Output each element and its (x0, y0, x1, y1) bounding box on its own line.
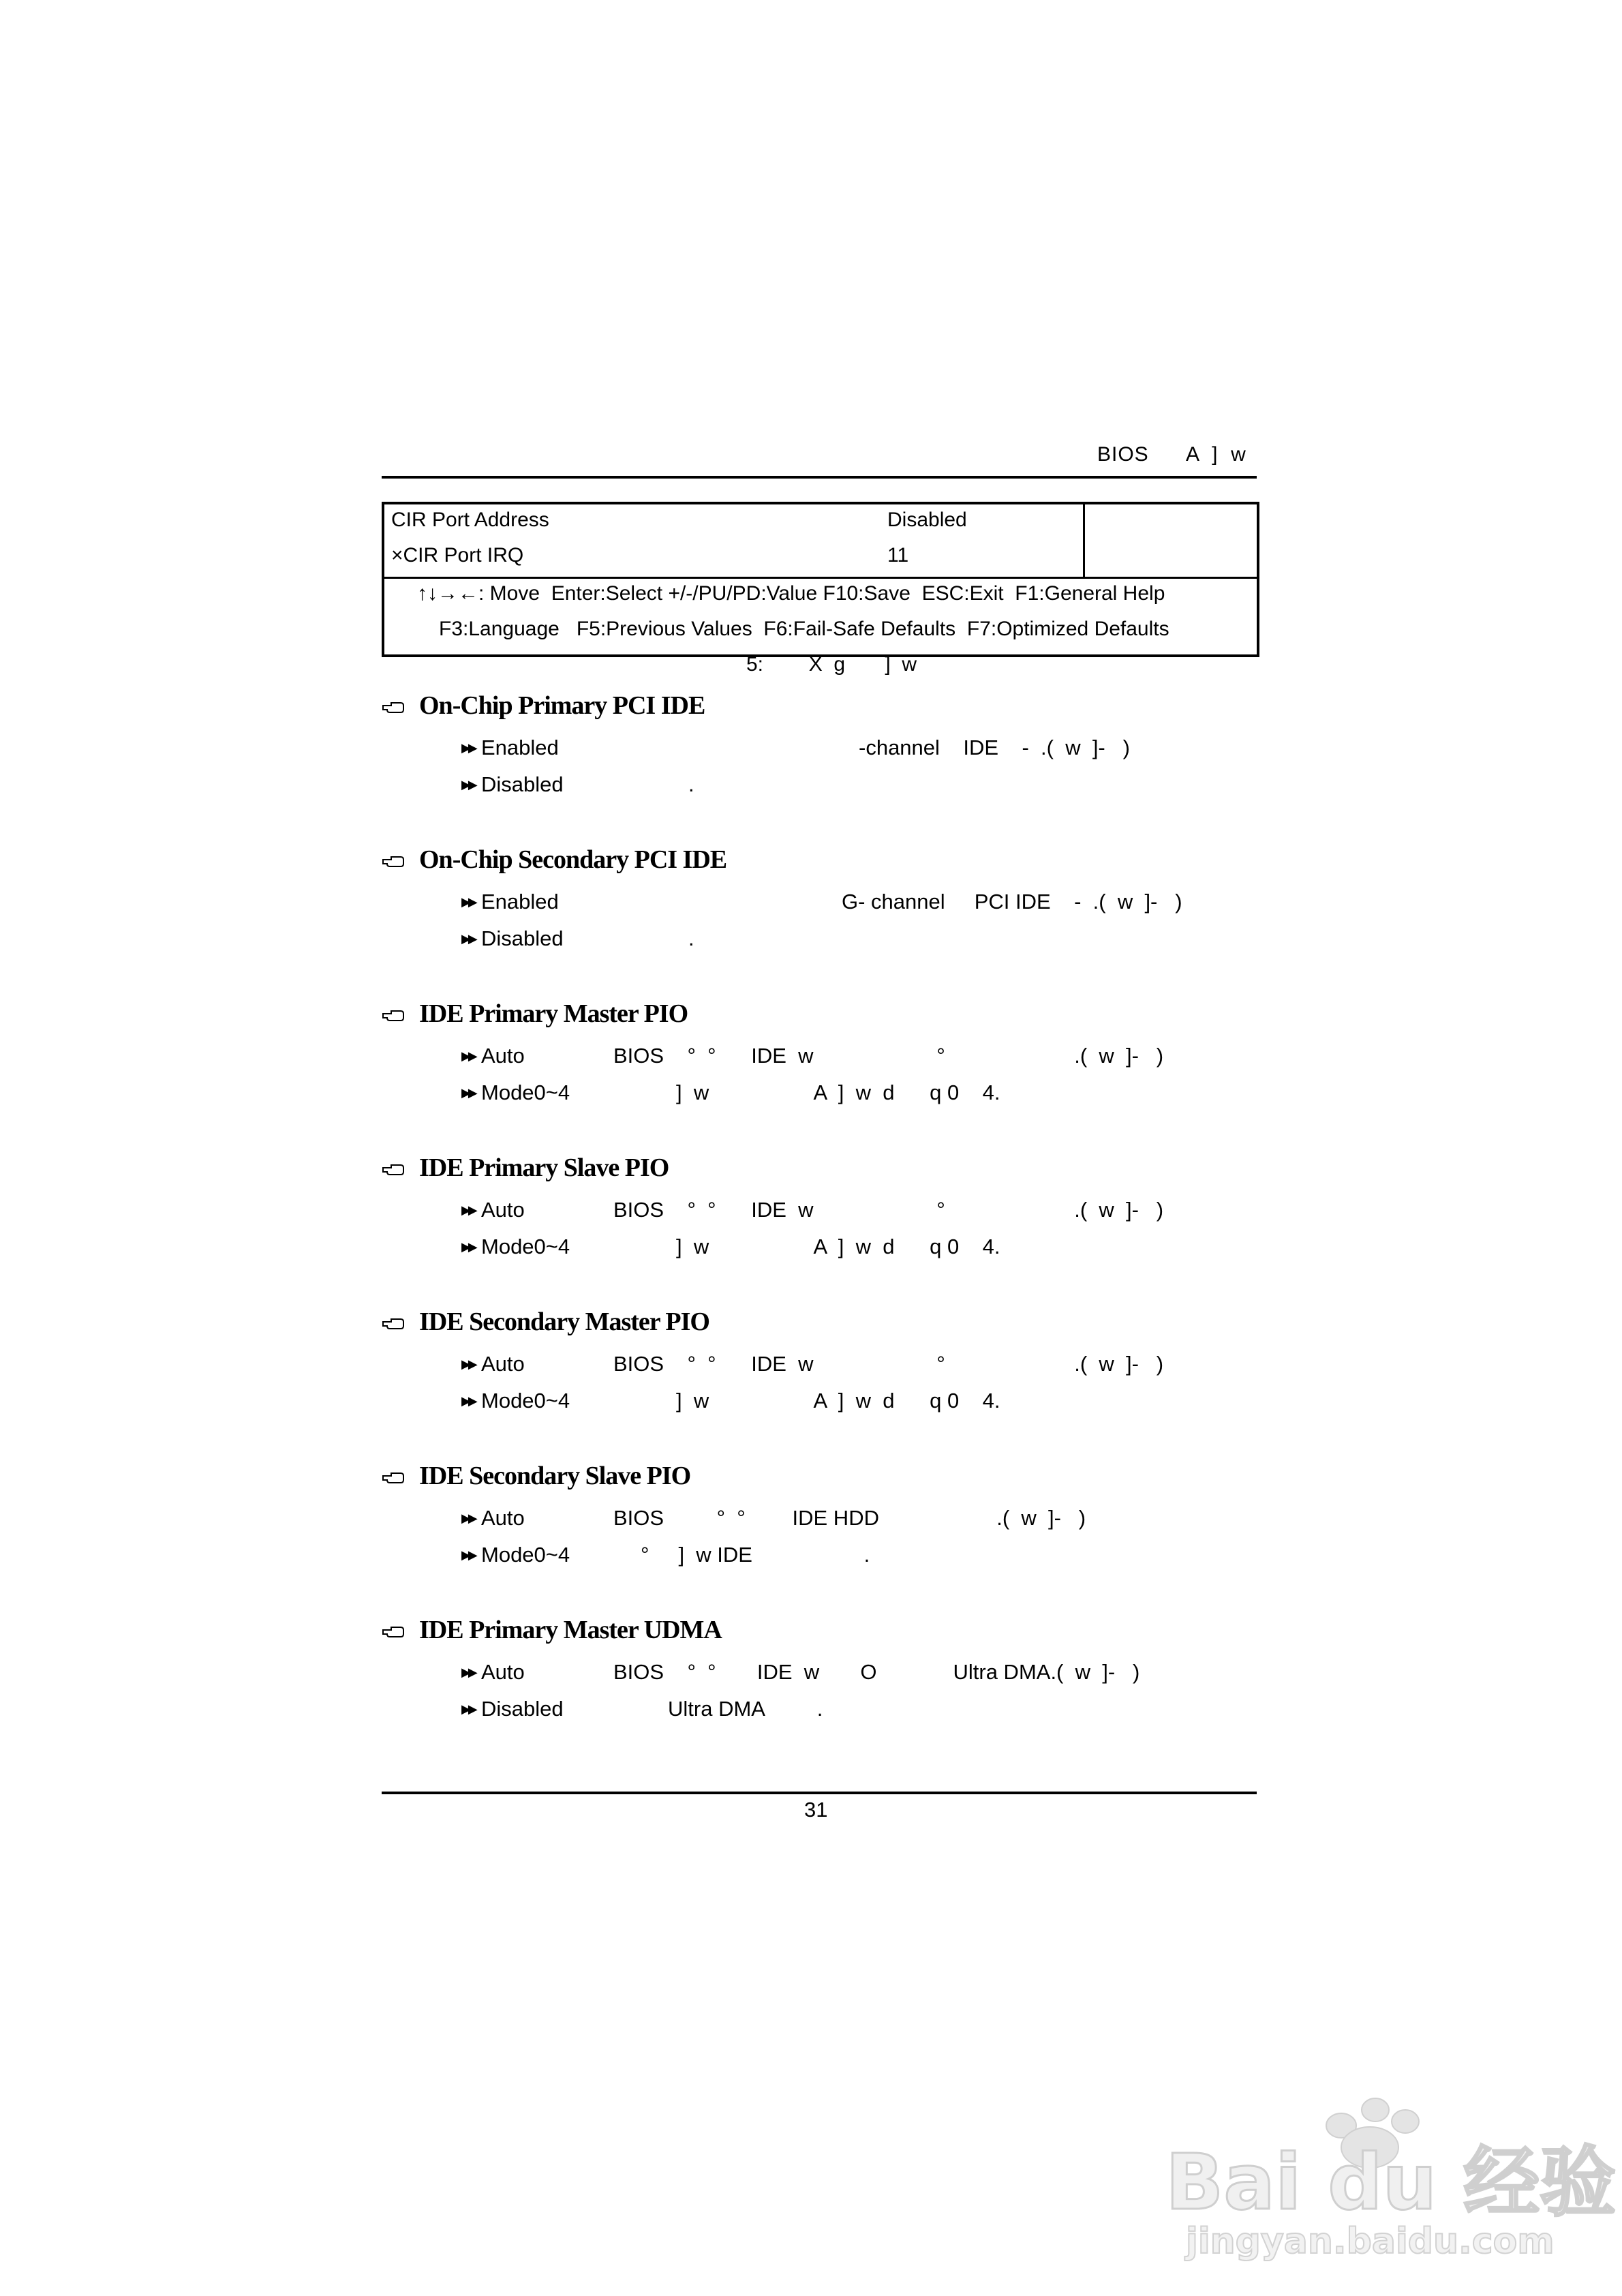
section-title: IDE Primary Master PIO (419, 999, 688, 1028)
section-title: IDE Primary Master UDMA (419, 1616, 722, 1644)
section-title: On-Chip Secondary PCI IDE (419, 845, 727, 874)
option-description: ] w A ] w d q 0 4. (676, 1389, 1000, 1413)
option-description: BIOS ° ° IDE HDD .( w ]- ) (613, 1506, 1086, 1530)
double-arrow-icon: ▶▶ (461, 1702, 475, 1716)
section-title: IDE Secondary Slave PIO (419, 1462, 691, 1490)
option-name: Mode0~4 (481, 1389, 570, 1413)
pointing-hand-icon (382, 1623, 405, 1641)
baidu-jingyan-watermark (1159, 2072, 1617, 2263)
option-name: Enabled (481, 736, 559, 759)
pointing-hand-icon (382, 1007, 405, 1025)
pointing-hand-icon (382, 699, 405, 716)
bios-item-value: Disabled (887, 509, 967, 531)
double-arrow-icon: ▶▶ (461, 1203, 475, 1217)
pointing-hand-icon (382, 1161, 405, 1179)
option-name: Auto (481, 1352, 525, 1376)
option-description: Ultra DMA . (668, 1697, 823, 1721)
header-rule (382, 476, 1257, 479)
watermark-brand: Bai du 经验 (1165, 2139, 1617, 2227)
option-name: Auto (481, 1660, 525, 1684)
double-arrow-icon: ▶▶ (461, 741, 475, 755)
option-description: BIOS ° ° IDE w O Ultra DMA.( w ]- ) (613, 1660, 1140, 1684)
option-description: ° ] w IDE . (641, 1543, 870, 1567)
footer-rule (382, 1792, 1257, 1794)
double-arrow-icon: ▶▶ (461, 1240, 475, 1254)
option-description: BIOS ° ° IDE w ° .( w ]- ) (613, 1352, 1164, 1376)
page-number: 31 (804, 1798, 828, 1822)
option-description: ] w A ] w d q 0 4. (676, 1235, 1000, 1258)
option-description: BIOS ° ° IDE w ° .( w ]- ) (613, 1044, 1164, 1068)
option-description: -channel IDE - .( w ]- ) (859, 736, 1130, 759)
pointing-hand-icon (382, 853, 405, 871)
pointing-hand-icon (382, 1315, 405, 1333)
pointing-hand-icon (382, 1469, 405, 1487)
double-arrow-icon: ▶▶ (461, 895, 475, 909)
section-title: IDE Primary Slave PIO (419, 1153, 669, 1182)
option-name: Mode0~4 (481, 1543, 570, 1567)
bios-item-value: 11 (887, 544, 909, 567)
bios-keys-line: ↑↓→←: Move Enter:Select +/-/PU/PD:Value F10:Save ESC:Exit F1:General Help (417, 582, 1165, 605)
double-arrow-icon: ▶▶ (461, 1394, 475, 1408)
double-arrow-icon: ▶▶ (461, 1357, 475, 1371)
option-description: G- channel PCI IDE - .( w ]- ) (842, 890, 1182, 913)
watermark-url: jingyan.baidu.com (1186, 2221, 1555, 2262)
option-name: Auto (481, 1044, 525, 1068)
double-arrow-icon: ▶▶ (461, 1548, 475, 1562)
double-arrow-icon: ▶▶ (461, 778, 475, 791)
double-arrow-icon: ▶▶ (461, 1511, 475, 1525)
bios-item-label: CIR Port Address (391, 509, 549, 531)
option-name: Mode0~4 (481, 1081, 570, 1104)
double-arrow-icon: ▶▶ (461, 1049, 475, 1063)
option-name: Auto (481, 1506, 525, 1530)
section-title: On-Chip Primary PCI IDE (419, 691, 705, 720)
option-name: Auto (481, 1198, 525, 1222)
option-description: . (688, 772, 694, 796)
running-header: BIOS A ] w (1097, 443, 1246, 466)
bios-separator (384, 577, 1083, 579)
double-arrow-icon: ▶▶ (461, 932, 475, 946)
double-arrow-icon: ▶▶ (461, 1086, 475, 1100)
option-name: Enabled (481, 890, 559, 913)
section-title: IDE Secondary Master PIO (419, 1308, 709, 1336)
option-description: ] w A ] w d q 0 4. (676, 1081, 1000, 1104)
option-name: Disabled (481, 1697, 564, 1721)
option-description: BIOS ° ° IDE w ° .( w ]- ) (613, 1198, 1164, 1222)
double-arrow-icon: ▶▶ (461, 1665, 475, 1679)
bios-screen-figure (382, 502, 1259, 657)
option-description: . (688, 926, 694, 950)
option-name: Disabled (481, 926, 564, 950)
option-name: Disabled (481, 772, 564, 796)
bios-keys-line: F3:Language F5:Previous Values F6:Fail-Safe Defaults F7:Optimized Defaults (439, 618, 1169, 640)
figure-caption: 5: X g ] w (746, 653, 917, 676)
bios-item-label: ×CIR Port IRQ (391, 544, 524, 567)
option-name: Mode0~4 (481, 1235, 570, 1258)
bios-help-pane (1083, 504, 1259, 579)
